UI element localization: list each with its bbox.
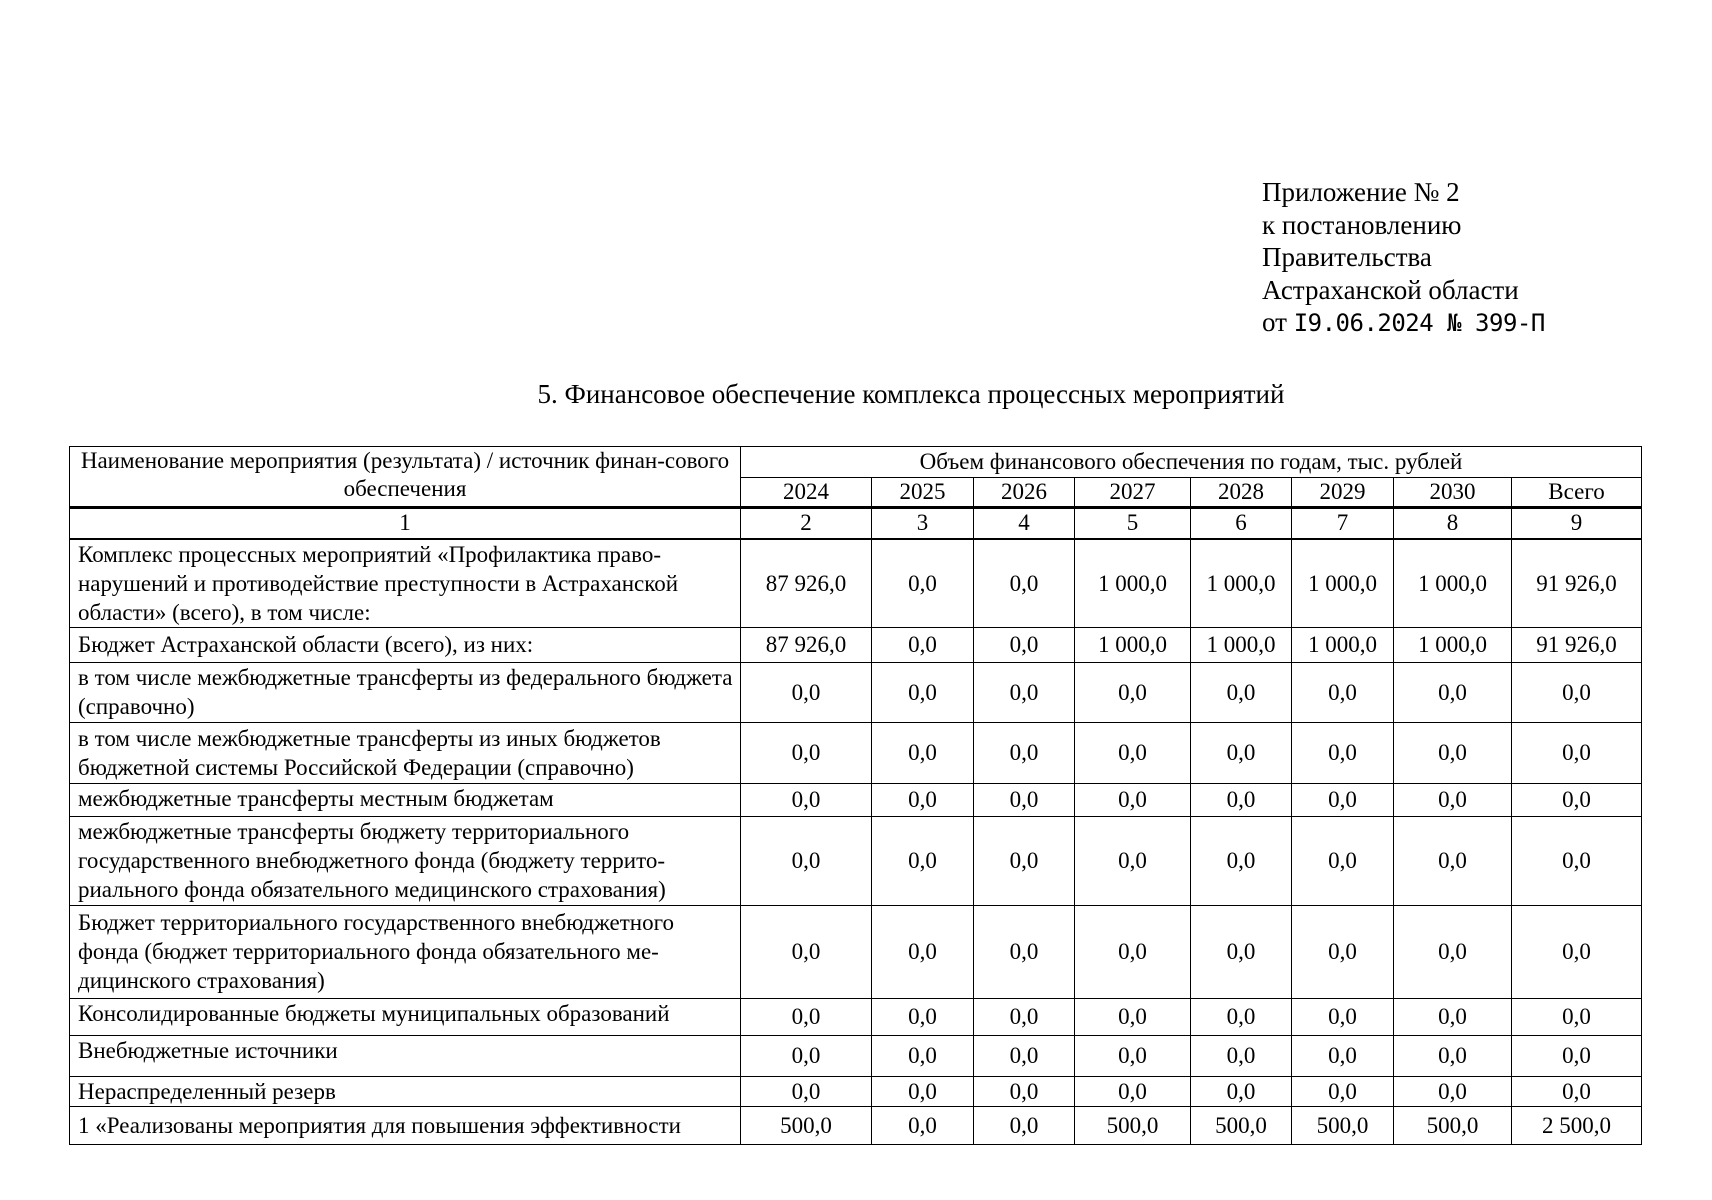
index-cell: 2	[741, 508, 872, 539]
value-cell: 0,0	[1075, 783, 1191, 816]
value-cell: 0,0	[1512, 1035, 1642, 1076]
row-name-cell: Бюджет территориального государственного внебюджетного фонда (бюджет территориального фонда обязательного ме-дицинского страхования)	[70, 905, 741, 998]
value-cell: 0,0	[974, 1035, 1075, 1076]
value-cell: 0,0	[974, 627, 1075, 662]
appendix-date-stamp: I9.06.2024 № 399-П	[1293, 309, 1545, 337]
value-cell: 500,0	[741, 1106, 872, 1144]
header-year-cell: Всего	[1512, 478, 1642, 508]
appendix-government: Правительства	[1262, 242, 1432, 272]
value-cell: 0,0	[1394, 905, 1512, 998]
value-cell: 0,0	[1191, 1035, 1292, 1076]
row-name-cell: Консолидированные бюджеты муниципальных образований	[70, 998, 741, 1035]
value-cell: 0,0	[1292, 905, 1394, 998]
value-cell: 0,0	[974, 722, 1075, 783]
value-cell: 0,0	[974, 539, 1075, 628]
row-name-cell: Комплекс процессных мероприятий «Профилактика право-нарушений и противодействие преступности в Астраханской области» (всего), в том числе:	[70, 539, 741, 628]
financing-table	[69, 446, 1642, 1145]
value-cell: 0,0	[1292, 816, 1394, 905]
index-cell: 4	[974, 508, 1075, 539]
value-cell: 0,0	[872, 1076, 974, 1106]
value-cell: 0,0	[1512, 998, 1642, 1035]
index-cell: 6	[1191, 508, 1292, 539]
value-cell: 0,0	[872, 662, 974, 722]
value-cell: 0,0	[1292, 1076, 1394, 1106]
value-cell: 0,0	[872, 998, 974, 1035]
value-cell: 500,0	[1394, 1106, 1512, 1144]
appendix-resolution: к постановлению	[1262, 209, 1462, 240]
value-cell: 0,0	[974, 905, 1075, 998]
value-cell: 0,0	[1394, 1035, 1512, 1076]
value-cell: 1 000,0	[1191, 539, 1292, 628]
table-row	[70, 1106, 1642, 1144]
header-year-cell: 2030	[1394, 478, 1512, 508]
value-cell: 0,0	[872, 1035, 974, 1076]
value-cell: 0,0	[974, 1076, 1075, 1106]
value-cell: 0,0	[1292, 662, 1394, 722]
table-row	[70, 539, 1642, 628]
value-cell: 0,0	[1292, 783, 1394, 816]
value-cell: 0,0	[1075, 722, 1191, 783]
value-cell: 0,0	[1075, 905, 1191, 998]
header-year-cell: 2028	[1191, 478, 1292, 508]
value-cell: 0,0	[1394, 816, 1512, 905]
row-name-cell: в том числе межбюджетные трансферты из федерального бюджета (справочно)	[70, 662, 741, 722]
row-name-cell: Бюджет Астраханской области (всего), из них:	[70, 627, 741, 662]
value-cell: 0,0	[872, 905, 974, 998]
index-cell: 1	[70, 508, 741, 539]
value-cell: 0,0	[1075, 662, 1191, 722]
table-row	[70, 627, 1642, 662]
appendix-block	[1262, 176, 1545, 340]
table-row	[70, 783, 1642, 816]
value-cell: 1 000,0	[1394, 539, 1512, 628]
value-cell: 0,0	[1394, 998, 1512, 1035]
header-year-cell: 2027	[1075, 478, 1191, 508]
value-cell: 0,0	[872, 783, 974, 816]
index-cell: 9	[1512, 508, 1642, 539]
value-cell: 0,0	[1075, 998, 1191, 1035]
value-cell: 0,0	[1292, 722, 1394, 783]
value-cell: 1 000,0	[1191, 627, 1292, 662]
value-cell: 1 000,0	[1394, 627, 1512, 662]
value-cell: 0,0	[741, 905, 872, 998]
row-name-cell: Нераспределенный резерв	[70, 1076, 741, 1106]
value-cell: 2 500,0	[1512, 1106, 1642, 1144]
value-cell: 0,0	[1394, 1076, 1512, 1106]
header-row-group	[70, 447, 1642, 478]
header-year-cell: 2029	[1292, 478, 1394, 508]
table-row	[70, 905, 1642, 998]
appendix-date-prefix: от	[1262, 307, 1294, 337]
table-body	[70, 447, 1642, 1145]
header-group-cell: Объем финансового обеспечения по годам, тыс. рублей	[741, 447, 1642, 478]
index-row	[70, 508, 1642, 539]
value-cell: 1 000,0	[1075, 627, 1191, 662]
index-cell: 5	[1075, 508, 1191, 539]
value-cell: 0,0	[1191, 722, 1292, 783]
value-cell: 0,0	[741, 1076, 872, 1106]
table-row	[70, 662, 1642, 722]
header-name-cell: Наименование мероприятия (результата) / источник финан-сового обеспечения	[70, 447, 741, 508]
appendix-region: Астраханской области	[1262, 274, 1519, 305]
table-row	[70, 998, 1642, 1035]
value-cell: 0,0	[872, 1106, 974, 1144]
value-cell: 500,0	[1191, 1106, 1292, 1144]
value-cell: 0,0	[1394, 783, 1512, 816]
value-cell: 0,0	[1512, 662, 1642, 722]
value-cell: 0,0	[1292, 1035, 1394, 1076]
table-row	[70, 1035, 1642, 1076]
value-cell: 91 926,0	[1512, 539, 1642, 628]
value-cell: 0,0	[1512, 905, 1642, 998]
value-cell: 0,0	[1394, 662, 1512, 722]
table-row	[70, 722, 1642, 783]
section-title: 5. Финансовое обеспечение комплекса процессных мероприятий	[537, 379, 1285, 409]
table-row	[70, 1076, 1642, 1106]
value-cell: 0,0	[1512, 783, 1642, 816]
value-cell: 0,0	[872, 722, 974, 783]
index-cell: 8	[1394, 508, 1512, 539]
value-cell: 0,0	[872, 539, 974, 628]
value-cell: 0,0	[741, 1035, 872, 1076]
row-name-cell: межбюджетные трансферты бюджету территориального государственного внебюджетного фонда (бюджету террито-риального фонда обязательного медицинского страхования)	[70, 816, 741, 905]
value-cell: 0,0	[1191, 662, 1292, 722]
value-cell: 0,0	[1191, 816, 1292, 905]
value-cell: 1 000,0	[1292, 539, 1394, 628]
value-cell: 0,0	[1191, 1076, 1292, 1106]
row-name-cell: 1 «Реализованы мероприятия для повышения эффективности	[70, 1106, 741, 1144]
value-cell: 0,0	[1394, 722, 1512, 783]
value-cell: 500,0	[1075, 1106, 1191, 1144]
value-cell: 87 926,0	[741, 627, 872, 662]
value-cell: 0,0	[1292, 998, 1394, 1035]
value-cell: 0,0	[1191, 905, 1292, 998]
row-name-cell: Внебюджетные источники	[70, 1035, 741, 1076]
value-cell: 0,0	[1512, 816, 1642, 905]
value-cell: 0,0	[1191, 783, 1292, 816]
value-cell: 500,0	[1292, 1106, 1394, 1144]
value-cell: 0,0	[1191, 998, 1292, 1035]
value-cell: 0,0	[974, 1106, 1075, 1144]
header-year-cell: 2026	[974, 478, 1075, 508]
value-cell: 0,0	[974, 816, 1075, 905]
value-cell: 0,0	[741, 816, 872, 905]
value-cell: 0,0	[1075, 1076, 1191, 1106]
appendix-date-line	[1262, 306, 1545, 340]
header-year-cell: 2024	[741, 478, 872, 508]
value-cell: 0,0	[1512, 1076, 1642, 1106]
value-cell: 0,0	[1075, 1035, 1191, 1076]
value-cell: 0,0	[741, 662, 872, 722]
value-cell: 0,0	[872, 627, 974, 662]
value-cell: 0,0	[741, 998, 872, 1035]
appendix-number: Приложение № 2	[1262, 177, 1460, 207]
value-cell: 0,0	[974, 662, 1075, 722]
index-cell: 3	[872, 508, 974, 539]
value-cell: 0,0	[741, 722, 872, 783]
value-cell: 0,0	[1512, 722, 1642, 783]
value-cell: 1 000,0	[1075, 539, 1191, 628]
value-cell: 0,0	[872, 816, 974, 905]
value-cell: 91 926,0	[1512, 627, 1642, 662]
value-cell: 87 926,0	[741, 539, 872, 628]
row-name-cell: межбюджетные трансферты местным бюджетам	[70, 783, 741, 816]
value-cell: 0,0	[974, 998, 1075, 1035]
value-cell: 0,0	[974, 783, 1075, 816]
value-cell: 1 000,0	[1292, 627, 1394, 662]
index-cell: 7	[1292, 508, 1394, 539]
value-cell: 0,0	[741, 783, 872, 816]
value-cell: 0,0	[1075, 816, 1191, 905]
header-year-cell: 2025	[872, 478, 974, 508]
row-name-cell: в том числе межбюджетные трансферты из иных бюджетов бюджетной системы Российской Федерации (справочно)	[70, 722, 741, 783]
table-row	[70, 816, 1642, 905]
